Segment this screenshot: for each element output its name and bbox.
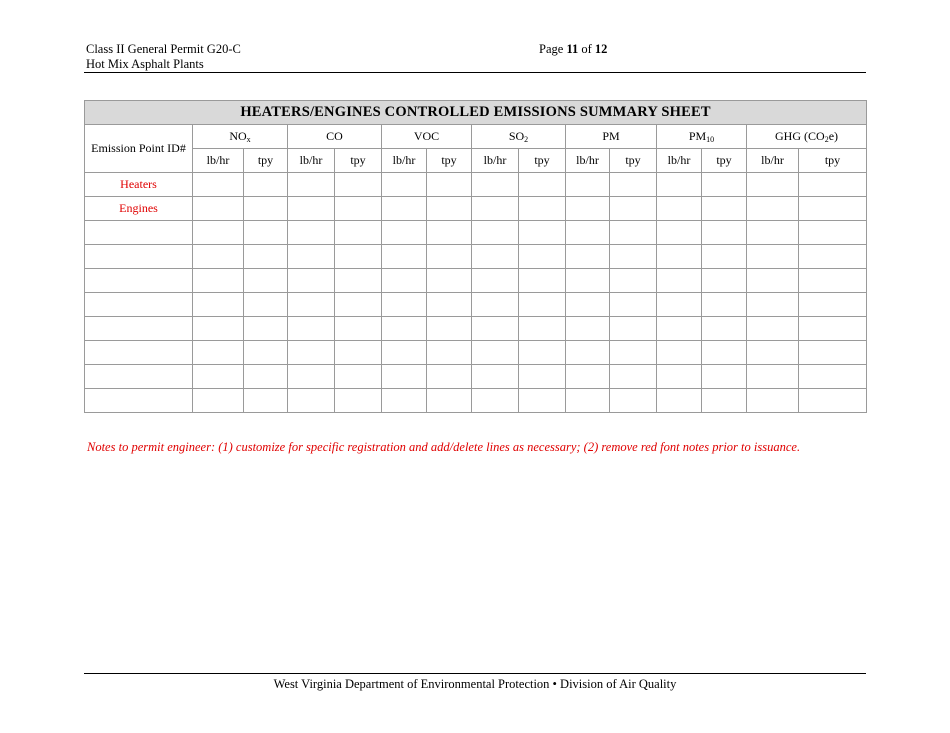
- emission-value-cell[interactable]: [382, 197, 427, 221]
- emission-value-cell[interactable]: [610, 245, 657, 269]
- emission-point-id-cell[interactable]: [85, 245, 193, 269]
- emission-value-cell[interactable]: [472, 293, 519, 317]
- emission-value-cell[interactable]: [335, 317, 382, 341]
- emission-value-cell[interactable]: [610, 221, 657, 245]
- emission-value-cell[interactable]: [610, 173, 657, 197]
- emission-value-cell[interactable]: [519, 197, 566, 221]
- emission-value-cell[interactable]: [566, 341, 610, 365]
- emission-value-cell[interactable]: [566, 365, 610, 389]
- unit-tpy-header: tpy: [519, 149, 566, 173]
- emission-value-cell[interactable]: [288, 173, 335, 197]
- unit-tpy-header: tpy: [799, 149, 867, 173]
- emission-value-cell[interactable]: [657, 365, 702, 389]
- emission-point-id-cell[interactable]: Heaters: [85, 173, 193, 197]
- emission-value-cell[interactable]: [427, 341, 472, 365]
- emission-value-cell[interactable]: [335, 269, 382, 293]
- emission-value-cell[interactable]: [335, 173, 382, 197]
- emission-value-cell[interactable]: [799, 317, 867, 341]
- table-row: [85, 293, 867, 317]
- emission-value-cell[interactable]: [193, 197, 244, 221]
- table-row: [85, 317, 867, 341]
- emission-value-cell[interactable]: [335, 221, 382, 245]
- emission-point-id-cell[interactable]: [85, 293, 193, 317]
- emission-value-cell[interactable]: [472, 365, 519, 389]
- pollutant-name: PM: [688, 129, 707, 143]
- emission-value-cell[interactable]: [566, 173, 610, 197]
- emission-value-cell[interactable]: [427, 293, 472, 317]
- emission-value-cell[interactable]: [657, 341, 702, 365]
- page-label: Page: [539, 42, 564, 56]
- emission-value-cell[interactable]: [747, 293, 799, 317]
- emission-value-cell[interactable]: [288, 269, 335, 293]
- table-row: [85, 365, 867, 389]
- emission-value-cell[interactable]: [657, 389, 702, 413]
- emission-value-cell[interactable]: [244, 221, 288, 245]
- emission-value-cell[interactable]: [610, 269, 657, 293]
- emission-value-cell[interactable]: [472, 221, 519, 245]
- emission-point-id-cell[interactable]: [85, 317, 193, 341]
- emission-value-cell[interactable]: [610, 341, 657, 365]
- unit-tpy-header: tpy: [427, 149, 472, 173]
- agency-footer: West Virginia Department of Environmental Protection • Division of Air Quality: [273, 677, 677, 691]
- permit-subtitle: Hot Mix Asphalt Plants: [86, 57, 204, 71]
- emission-value-cell[interactable]: [747, 389, 799, 413]
- pollutant-name: CO: [326, 129, 343, 143]
- emission-value-cell[interactable]: [427, 197, 472, 221]
- emission-value-cell[interactable]: [244, 197, 288, 221]
- emission-value-cell[interactable]: [657, 173, 702, 197]
- emission-point-id-header: Emission Point ID#: [85, 125, 193, 173]
- emission-value-cell[interactable]: [288, 293, 335, 317]
- emission-value-cell[interactable]: [566, 221, 610, 245]
- emission-value-cell[interactable]: [335, 341, 382, 365]
- emission-value-cell[interactable]: [427, 173, 472, 197]
- emission-value-cell[interactable]: [799, 293, 867, 317]
- emission-value-cell[interactable]: [747, 269, 799, 293]
- emission-value-cell[interactable]: [799, 269, 867, 293]
- emission-value-cell[interactable]: [657, 269, 702, 293]
- emission-value-cell[interactable]: [472, 245, 519, 269]
- emission-value-cell[interactable]: [519, 293, 566, 317]
- emission-value-cell[interactable]: [427, 389, 472, 413]
- emission-value-cell[interactable]: [244, 365, 288, 389]
- emission-value-cell[interactable]: [427, 269, 472, 293]
- emission-value-cell[interactable]: [657, 293, 702, 317]
- pollutant-name: GHG (CO: [775, 129, 825, 143]
- emission-value-cell[interactable]: [702, 269, 747, 293]
- emission-value-cell[interactable]: [610, 389, 657, 413]
- emission-value-cell[interactable]: [799, 173, 867, 197]
- emission-value-cell[interactable]: [382, 317, 427, 341]
- emission-value-cell[interactable]: [519, 317, 566, 341]
- emission-value-cell[interactable]: [657, 245, 702, 269]
- pollutant-header: [382, 125, 472, 149]
- page-total: 12: [594, 42, 608, 56]
- pollutant-header: [193, 125, 288, 149]
- pollutant-subscript: x: [246, 135, 251, 144]
- header-divider: [84, 72, 866, 73]
- emission-value-cell[interactable]: [747, 341, 799, 365]
- emission-value-cell[interactable]: [382, 269, 427, 293]
- emission-value-cell[interactable]: [427, 221, 472, 245]
- emission-value-cell[interactable]: [610, 365, 657, 389]
- emission-value-cell[interactable]: [193, 293, 244, 317]
- emission-value-cell[interactable]: [657, 317, 702, 341]
- emission-point-id-cell[interactable]: [85, 221, 193, 245]
- table-row: [85, 173, 867, 197]
- pollutant-subscript: 10: [706, 135, 715, 144]
- emission-value-cell[interactable]: [472, 389, 519, 413]
- emission-value-cell[interactable]: [427, 245, 472, 269]
- emission-point-id-cell[interactable]: [85, 269, 193, 293]
- permit-engineer-note: Notes to permit engineer: (1) customize for specific registration and add/delete lines as necessary; (2) remove red font notes prior to issuance.: [87, 440, 801, 454]
- unit-lbhr-header: lb/hr: [747, 149, 799, 173]
- emission-value-cell[interactable]: [566, 293, 610, 317]
- unit-lbhr-header: lb/hr: [566, 149, 610, 173]
- emission-point-id-cell[interactable]: Engines: [85, 197, 193, 221]
- emission-value-cell[interactable]: [702, 341, 747, 365]
- pollutant-name: PM: [602, 129, 620, 143]
- emission-value-cell[interactable]: [519, 173, 566, 197]
- emission-value-cell[interactable]: [288, 221, 335, 245]
- emission-value-cell[interactable]: [193, 245, 244, 269]
- pollutant-name: NO: [229, 129, 247, 143]
- emission-value-cell[interactable]: [799, 341, 867, 365]
- emission-value-cell[interactable]: [702, 221, 747, 245]
- unit-lbhr-header: lb/hr: [657, 149, 702, 173]
- unit-tpy-header: tpy: [702, 149, 747, 173]
- emission-value-cell[interactable]: [799, 389, 867, 413]
- unit-lbhr-header: lb/hr: [288, 149, 335, 173]
- emission-value-cell[interactable]: [702, 293, 747, 317]
- emissions-summary-table: [84, 100, 867, 413]
- emission-value-cell[interactable]: [382, 221, 427, 245]
- page-of: of: [581, 42, 592, 56]
- footer-divider: [84, 673, 866, 674]
- pollutant-header: [747, 125, 867, 149]
- emission-value-cell[interactable]: [566, 317, 610, 341]
- emission-value-cell[interactable]: [288, 341, 335, 365]
- emission-value-cell[interactable]: [382, 293, 427, 317]
- emission-value-cell[interactable]: [519, 389, 566, 413]
- pollutant-header: [566, 125, 657, 149]
- pollutant-header: [472, 125, 566, 149]
- emission-value-cell[interactable]: [610, 293, 657, 317]
- emission-value-cell[interactable]: [657, 221, 702, 245]
- permit-title: Class II General Permit G20-C: [86, 42, 241, 56]
- emission-value-cell[interactable]: [799, 221, 867, 245]
- emission-value-cell[interactable]: [566, 389, 610, 413]
- emission-value-cell[interactable]: [472, 341, 519, 365]
- emission-value-cell[interactable]: [747, 173, 799, 197]
- emission-point-id-cell[interactable]: [85, 341, 193, 365]
- emission-value-cell[interactable]: [193, 317, 244, 341]
- emission-value-cell[interactable]: [472, 173, 519, 197]
- page-current: 11: [566, 42, 579, 56]
- unit-lbhr-header: lb/hr: [472, 149, 519, 173]
- emission-value-cell[interactable]: [747, 317, 799, 341]
- emission-value-cell[interactable]: [288, 389, 335, 413]
- emission-value-cell[interactable]: [193, 365, 244, 389]
- emission-value-cell[interactable]: [244, 293, 288, 317]
- emission-value-cell[interactable]: [382, 341, 427, 365]
- emission-value-cell[interactable]: [193, 341, 244, 365]
- emission-value-cell[interactable]: [519, 221, 566, 245]
- emission-value-cell[interactable]: [427, 317, 472, 341]
- emission-value-cell[interactable]: [799, 365, 867, 389]
- emission-value-cell[interactable]: [288, 245, 335, 269]
- emission-value-cell[interactable]: [382, 365, 427, 389]
- emission-value-cell[interactable]: [702, 317, 747, 341]
- emission-value-cell[interactable]: [610, 197, 657, 221]
- emission-value-cell[interactable]: [519, 269, 566, 293]
- emission-value-cell[interactable]: [702, 245, 747, 269]
- table-row: [85, 197, 867, 221]
- emission-value-cell[interactable]: [702, 197, 747, 221]
- emission-value-cell[interactable]: [244, 173, 288, 197]
- emission-value-cell[interactable]: [244, 245, 288, 269]
- emission-value-cell[interactable]: [335, 389, 382, 413]
- unit-tpy-header: tpy: [335, 149, 382, 173]
- table-row: [85, 389, 867, 413]
- emission-value-cell[interactable]: [610, 317, 657, 341]
- emission-value-cell[interactable]: [382, 245, 427, 269]
- emission-point-id-cell[interactable]: [85, 389, 193, 413]
- emission-value-cell[interactable]: [244, 269, 288, 293]
- emission-value-cell[interactable]: [472, 197, 519, 221]
- unit-lbhr-header: lb/hr: [382, 149, 427, 173]
- table-row: [85, 269, 867, 293]
- pollutant-subscript: 2: [824, 135, 829, 144]
- emission-value-cell[interactable]: [244, 389, 288, 413]
- emission-point-id-cell[interactable]: [85, 365, 193, 389]
- emission-value-cell[interactable]: [382, 173, 427, 197]
- emission-value-cell[interactable]: [335, 245, 382, 269]
- emission-value-cell[interactable]: [657, 197, 702, 221]
- table-row: [85, 221, 867, 245]
- emission-value-cell[interactable]: [702, 389, 747, 413]
- page-number: [539, 42, 607, 57]
- unit-lbhr-header: lb/hr: [193, 149, 244, 173]
- emission-value-cell[interactable]: [702, 173, 747, 197]
- emission-value-cell[interactable]: [519, 365, 566, 389]
- emission-value-cell[interactable]: [472, 317, 519, 341]
- emission-value-cell[interactable]: [566, 245, 610, 269]
- emission-value-cell[interactable]: [799, 197, 867, 221]
- table-row: [85, 245, 867, 269]
- emission-value-cell[interactable]: [799, 245, 867, 269]
- pollutant-name: SO: [508, 129, 525, 143]
- emission-value-cell[interactable]: [519, 341, 566, 365]
- emission-value-cell[interactable]: [193, 269, 244, 293]
- emission-value-cell[interactable]: [288, 317, 335, 341]
- emission-value-cell[interactable]: [288, 197, 335, 221]
- pollutant-suffix: e): [828, 129, 839, 143]
- emission-value-cell[interactable]: [566, 269, 610, 293]
- emission-value-cell[interactable]: [382, 389, 427, 413]
- emission-value-cell[interactable]: [702, 365, 747, 389]
- unit-tpy-header: tpy: [244, 149, 288, 173]
- emission-value-cell[interactable]: [193, 389, 244, 413]
- pollutant-header: [657, 125, 747, 149]
- emission-value-cell[interactable]: [427, 365, 472, 389]
- document-header: [86, 42, 241, 72]
- emission-value-cell[interactable]: [335, 293, 382, 317]
- emission-value-cell[interactable]: [193, 173, 244, 197]
- unit-tpy-header: tpy: [610, 149, 657, 173]
- emission-value-cell[interactable]: [747, 365, 799, 389]
- table-row: [85, 341, 867, 365]
- pollutant-subscript: 2: [524, 135, 529, 144]
- emission-value-cell[interactable]: [472, 269, 519, 293]
- emission-value-cell[interactable]: [747, 197, 799, 221]
- pollutant-name: VOC: [413, 129, 440, 143]
- emission-value-cell[interactable]: [335, 365, 382, 389]
- emission-value-cell[interactable]: [288, 365, 335, 389]
- emission-value-cell[interactable]: [244, 317, 288, 341]
- pollutant-header: [288, 125, 382, 149]
- emission-value-cell[interactable]: [335, 197, 382, 221]
- emission-value-cell[interactable]: [747, 221, 799, 245]
- emission-value-cell[interactable]: [244, 341, 288, 365]
- emission-value-cell[interactable]: [747, 245, 799, 269]
- emission-value-cell[interactable]: [193, 221, 244, 245]
- emission-value-cell[interactable]: [519, 245, 566, 269]
- emission-value-cell[interactable]: [566, 197, 610, 221]
- table-title: HEATERS/ENGINES CONTROLLED EMISSIONS SUMMARY SHEET: [85, 101, 867, 125]
